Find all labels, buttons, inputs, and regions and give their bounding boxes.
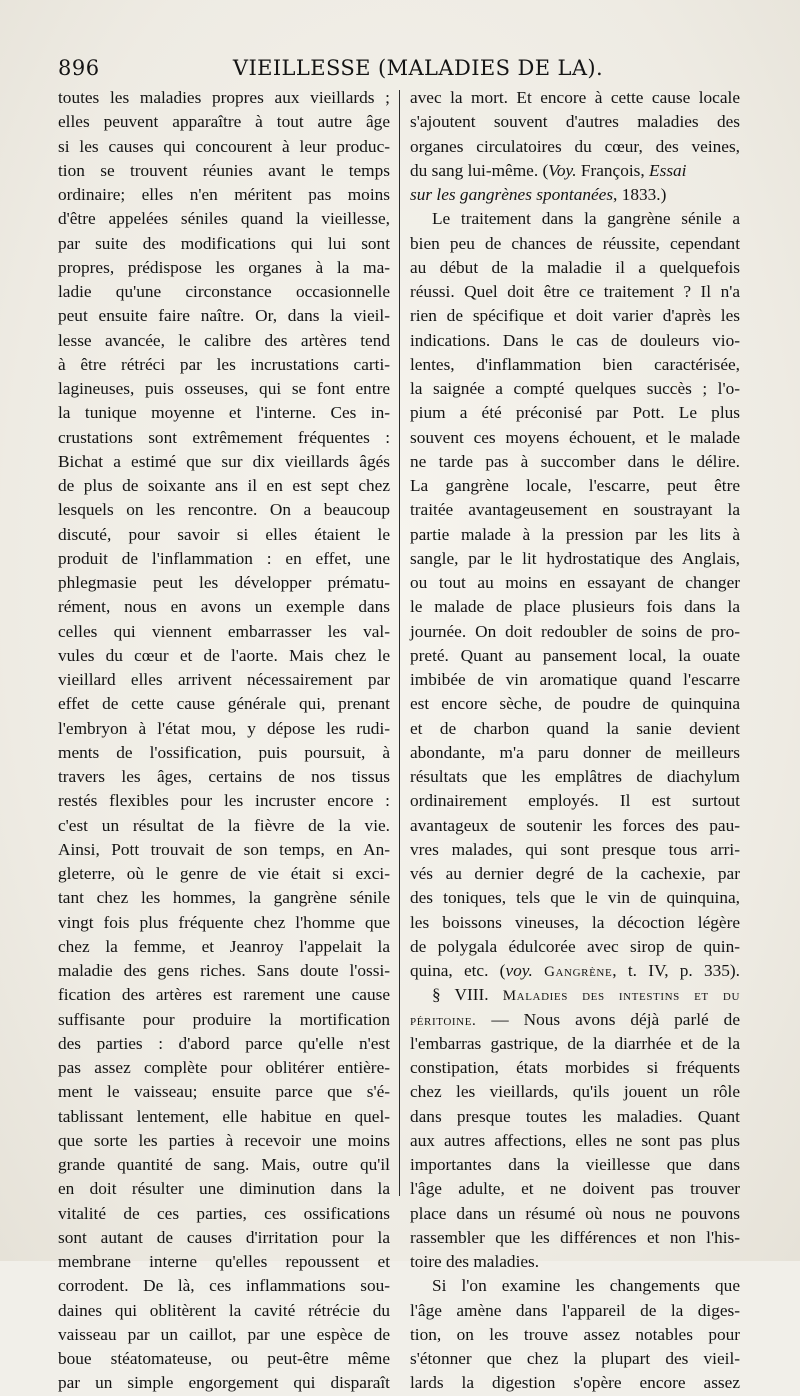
text-line: produit de l'inflammation : en effet, une [58, 548, 390, 568]
text-line: toutes les maladies propres aux vieillards ; [58, 88, 390, 107]
text-line: bien peu de chances de réussite, cependant [410, 233, 740, 253]
text-line: Bichat a estimé que sur dix vieillards âgés [58, 451, 390, 471]
text-line: organes circulatoires du cœur, des veines, [410, 136, 740, 156]
text-line: imbibée de vin aromatique quand l'escarre [410, 670, 740, 689]
text-line: maladie des gens riches. Sans doute l'ossi- [58, 961, 390, 980]
text-line: daines qui oblitèrent la cavité rétrécie du [58, 1300, 390, 1320]
text-line: vules du cœur et de l'aorte. Mais chez le [58, 645, 390, 665]
text-line: en doit résulter une diminution dans la [58, 1179, 390, 1199]
text-line: lesse avancée, le calibre des artères tend [58, 330, 390, 350]
text-line: vingt fois plus fréquente chez l'homme que [58, 912, 390, 932]
text-line: peut ensuite faire naître. Or, dans la vieil- [58, 306, 390, 326]
text-line: sur les gangrènes spontanées, 1833.) [410, 185, 667, 204]
page-header [58, 56, 738, 86]
text-line: chez les vieillards, qu'ils jouent un rôle [410, 1082, 740, 1102]
text-line: propres, prédispose les organes à la ma- [58, 257, 390, 277]
text-line: s'ajoutent souvent d'autres maladies des [410, 112, 740, 132]
text-line: importantes dans la vieillesse que dans [410, 1155, 740, 1174]
text-line: Le traitement dans la gangrène sénile a [432, 209, 740, 229]
text-line: lards la digestion s'opère encore assez [410, 1373, 740, 1393]
text-line: tant chez les hommes, la gangrène sénile [58, 888, 390, 908]
section-heading: § VIII. Maladies des intestins et du [432, 985, 740, 1005]
text-line: abondante, m'a paru donner de meilleurs [410, 742, 740, 762]
text-line: la tunique moyenne et l'interne. Ces in- [58, 403, 390, 423]
text-line: effet de cette cause générale qui, prenant [58, 694, 390, 714]
text-line: rassembler que les différences et non l'his- [410, 1227, 740, 1247]
text-line: travers les âges, certains de nos tissus [58, 767, 390, 786]
text-line: du sang lui-même. (Voy. François, Essai [410, 160, 687, 180]
text-line: rément, nous en avons un exemple dans [58, 597, 390, 617]
text-line: crustations sont extrêmement fréquentes : [58, 427, 390, 447]
text-line: réussi. Quel doit être ce traitement ? Il n'a [410, 282, 740, 301]
text-line: ments de l'ossification, puis poursuit, à [58, 742, 390, 762]
text-line: vés au dernier degré de la cachexie, par [410, 864, 740, 883]
text-line: tion se trouvent réunies avant le temps [58, 160, 390, 180]
text-line: ladie qu'une circonstance occasionnelle [58, 282, 390, 301]
text-line: membrane interne qu'elles repoussent et [58, 1252, 390, 1271]
text-line: résultats que les emplâtres de diachylum [410, 767, 740, 786]
paragraph-intestines [410, 1032, 740, 1275]
text-line: au début de la maladie il a quelquefois [410, 257, 740, 277]
text-line: dans presque toutes les maladies. Quant [410, 1106, 740, 1126]
text-line: l'embryon à l'état mou, y dépose les rudi- [58, 718, 390, 738]
text-line: à être rétréci par les incrustations carti- [58, 354, 390, 374]
text-line: avantageux de soutenir les forces des pau- [410, 815, 740, 835]
page-number: 896 [58, 56, 100, 80]
text-line: grande quantité de sang. Mais, outre qu'il [58, 1155, 390, 1174]
text-line: s'étonner que chez la plupart des vieil- [410, 1349, 740, 1368]
text-line: traitée avantageusement en soustrayant la [410, 500, 740, 520]
running-title: VIEILLESSE (MALADIES DE LA). [232, 56, 604, 80]
text-line: est encore sèche, de poudre de quinquina [410, 694, 740, 714]
text-line: pium a été préconisé par Pott. Le plus [410, 403, 740, 423]
text-line: que sorte les parties à recevoir une moins [58, 1130, 390, 1150]
text-line: celles qui viennent embarrasser les val- [58, 621, 390, 641]
text-line: constipation, états morbides si fréquents [410, 1058, 740, 1077]
text-line: lagineuses, puis osseuses, qui se font entre [58, 379, 390, 398]
text-line: ou tout au moins en essayant de changer [410, 573, 740, 592]
text-line: par un simple engorgement qui disparaît [58, 1373, 390, 1393]
text-line: tion, on les trouve assez notables pour [410, 1324, 740, 1344]
text-line: discuté, pour savoir si elles étaient le [58, 524, 390, 544]
text-line: toire des maladies. [410, 1252, 540, 1271]
text-line: restés flexibles pour les incruster encore : [58, 791, 390, 811]
text-line: aux autres affections, elles ne sont pas plus [410, 1130, 740, 1150]
text-line: gleterre, où le genre de vie était si exci- [58, 864, 390, 883]
right-column [410, 86, 740, 1396]
column-divider [399, 90, 400, 1196]
text-line: quina, etc. (voy. Gangrène, t. IV, p. 335). [410, 961, 740, 980]
text-line: avec la mort. Et encore à cette cause locale [410, 88, 740, 107]
text-line: elles peuvent apparaître à tout autre âge [58, 112, 390, 132]
text-line: l'embarras gastrique, de la diarrhée et de la [410, 1033, 740, 1053]
text-line: Si l'on examine les changements que [432, 1276, 740, 1296]
text-line: Ainsi, Pott trouvait de son temps, en An- [58, 839, 390, 859]
text-line: sangle, par le lit hydrostatique des Anglais, [410, 548, 740, 568]
left-column [58, 86, 390, 1396]
text-line: preté. Quant au pansement local, la ouate [410, 645, 740, 665]
text-line: lesquels on les rencontre. On a beaucoup [58, 500, 390, 520]
text-line: corrodent. De là, ces inflammations sou- [58, 1276, 390, 1296]
text-line: par suite des modifications qui lui sont [58, 233, 390, 253]
text-line: l'âge amène dans l'appareil de la diges- [410, 1300, 740, 1320]
text-line: boue stéatomateuse, ou peut-être même [58, 1349, 390, 1368]
text-line: c'est un résultat de la fièvre de la vie. [58, 815, 390, 835]
text-line: indications. Dans le cas de douleurs vio- [410, 330, 740, 350]
text-line: vaisseau par un caillot, par une espèce de [58, 1324, 390, 1344]
text-line: tablissant lentement, elle habitue en quel- [58, 1106, 390, 1126]
text-line: lentes, d'inflammation bien caractérisée, [410, 354, 740, 374]
text-line: des toniques, tels que le vin de quinquina, [410, 888, 740, 908]
text-line: le malade de place plusieurs fois dans la [410, 597, 740, 617]
text-line: souvent ces moyens échouent, et le malade [410, 427, 740, 447]
text-line: phlegmasie peut les développer prématu- [58, 573, 390, 592]
text-line: péritoine. — Nous avons déjà parlé de [410, 1009, 740, 1029]
text-line: de plus de soixante ans il en est sept chez [58, 476, 390, 495]
text-line: ne tarde pas à succomber dans le délire. [410, 451, 740, 471]
text-line: rien de spécifique et doit varier d'après les [410, 306, 740, 326]
text-line: chez la femme, et Jeanroy l'appelait la [58, 936, 390, 956]
text-line: les boissons vineuses, la décoction légère [410, 912, 740, 932]
text-line: la saignée a compté quelques succès ; l'o- [410, 379, 740, 398]
text-line: des parties : d'abord parce qu'elle n'est [58, 1033, 390, 1053]
text-line: si les causes qui concourent à leur produc- [58, 136, 390, 156]
text-line: La gangrène locale, l'escarre, peut être [410, 476, 740, 495]
text-line: vieillard elles arrivent nécessairement par [58, 670, 390, 689]
text-line: place dans un résumé où nous ne pouvons [410, 1203, 740, 1223]
text-line: ment le vaisseau; ensuite parce que s'é- [58, 1082, 390, 1102]
text-line: vitalité de ces parties, ces ossifications [58, 1203, 390, 1223]
text-line: l'âge adulte, et ne doivent pas trouver [410, 1179, 740, 1199]
text-line: partie malade à la pression par les lits à [410, 524, 740, 544]
paragraph-digestion [410, 1274, 740, 1395]
text-line: sont autant de causes d'irritation pour la [58, 1227, 390, 1247]
text-line: de polygala édulcorée avec sirop de quin- [410, 936, 740, 956]
paragraph-treatment [410, 207, 740, 959]
text-line: suffisante pour produire la mortification [58, 1009, 390, 1029]
text-line: fication des artères est rarement une cause [58, 985, 390, 1005]
text-line: d'être appelées séniles quand la vieillesse, [58, 209, 390, 229]
text-line: pas assez complète pour oblitérer entière- [58, 1058, 390, 1077]
text-line: et de charbon quand la sanie devient [410, 718, 740, 738]
text-line: ordinaire; elles n'en méritent pas moins [58, 185, 390, 204]
text-line: journée. On doit redoubler de soins de pro- [410, 621, 740, 641]
text-line: ordinairement employés. Il est surtout [410, 791, 740, 811]
text-line: vres malades, qui sont presque tous arri- [410, 839, 740, 859]
paragraph-gangrene-causes [410, 86, 740, 159]
